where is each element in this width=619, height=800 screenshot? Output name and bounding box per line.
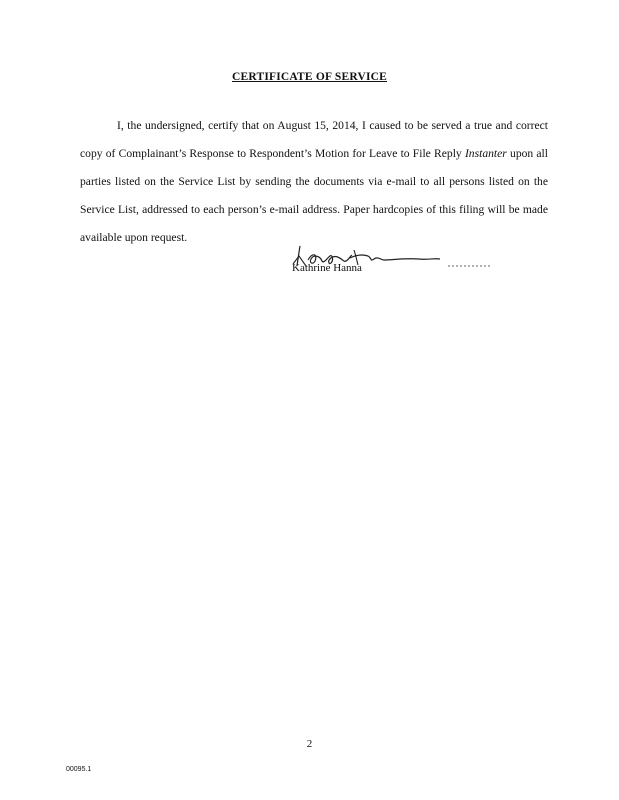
document-id: 00095.1	[66, 766, 92, 773]
certificate-body	[80, 112, 548, 252]
paragraph-lead-text: I, the undersigned, certify that on August 15, 2014, I caused to be served a true and correct copy of Complainant’s Response to Respondent’s Motion for Leave to File Reply	[80, 119, 548, 160]
page-number: 2	[306, 738, 313, 750]
paragraph-tail-text: upon all parties listed on the Service List by sending the documents via e-mail to all persons listed on the Service List, addressed to each person’s e-mail address. Paper hardcopies of this filing will be made available upon request.	[80, 147, 548, 244]
certificate-paragraph	[80, 112, 548, 252]
signer-name: Kathrine Hanna	[292, 262, 362, 274]
document-title: CERTIFICATE OF SERVICE	[231, 71, 388, 83]
paragraph-italic-text: Instanter	[464, 147, 507, 160]
